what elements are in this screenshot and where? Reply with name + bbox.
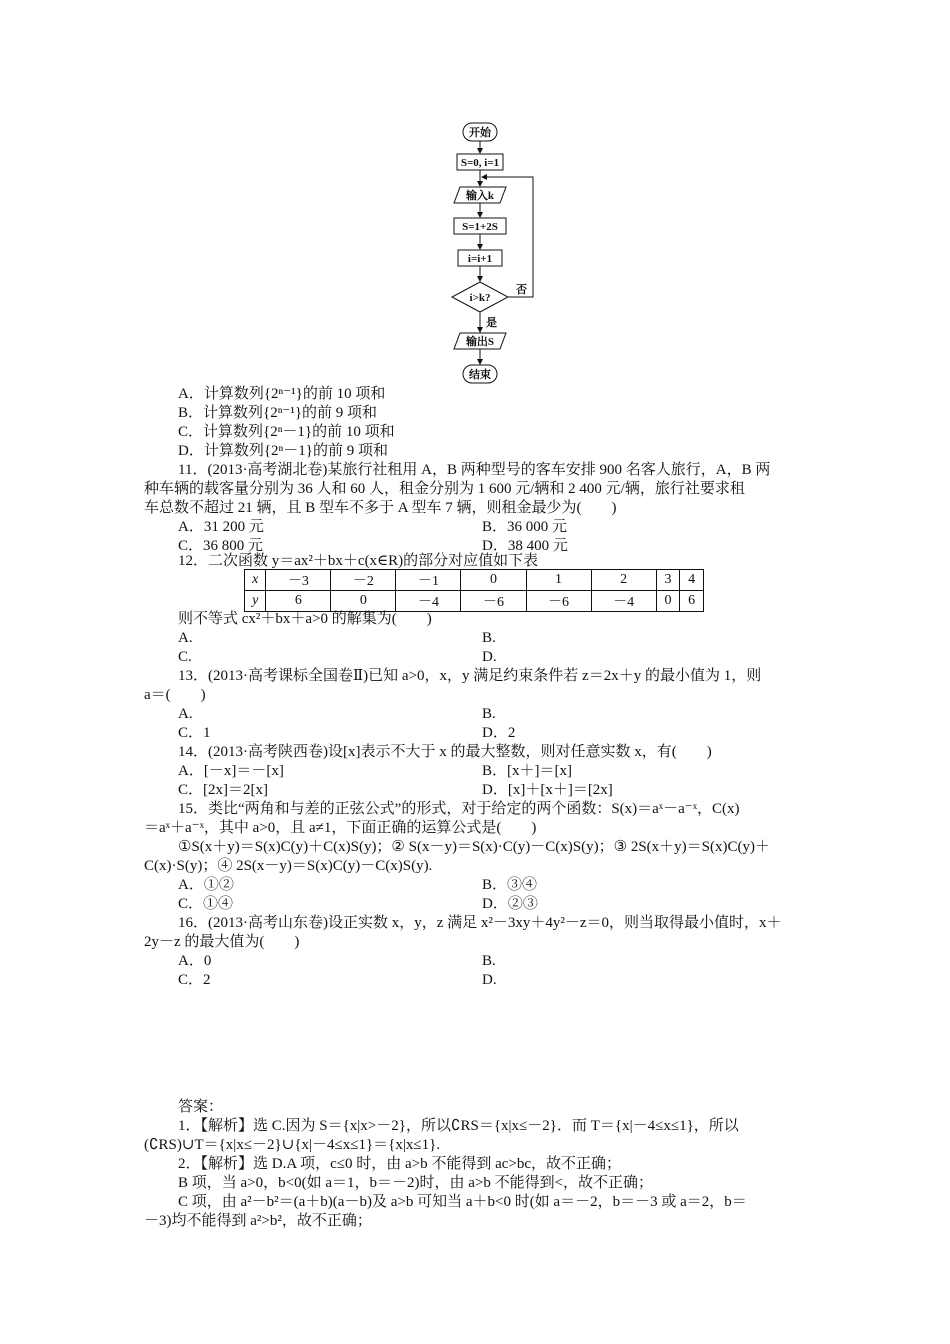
flow-update-s-text: S=1+2S (462, 221, 498, 233)
table-cell: 1 (526, 570, 591, 591)
text-line: 2y－z 的最大值为( ) (144, 934, 300, 950)
text-line: B．36 000 元 (482, 519, 568, 535)
text-line: 车总数不超过 21 辆，且 B 型车不多于 A 型车 7 辆，则租金最少为( ) (144, 500, 617, 516)
text-line: C．36 800 元 (178, 538, 264, 554)
text-line: 14．(2013·高考陕西卷)设[x]表示不大于 x 的最大整数，则对任意实数 x，有( ) (178, 744, 712, 760)
text-line: a＝( ) (144, 687, 206, 703)
text-line: B. (482, 630, 496, 646)
text-line: －3)均不能得到 a²>b²，故不正确； (144, 1213, 372, 1229)
text-line: C 项，由 a²－b²＝(a＋b)(a－b)及 a>b 可知当 a＋b<0 时(如 a＝－2，b＝－3 或 a＝2，b＝ (178, 1194, 747, 1210)
text-line: C(x)·S(y)；④ 2S(x－y)＝S(x)C(y)－C(x)S(y). (144, 858, 433, 874)
text-line: B. (482, 706, 496, 722)
text-line: C．计算数列{2ⁿ－1}的前 10 项和 (178, 424, 395, 440)
text-line: ①S(x＋y)＝S(x)C(y)＋C(x)S(y)；② S(x－y)＝S(x)·C(y)－C(x)S(y)；③ 2S(x＋y)＝S(x)C(y)＋ (178, 839, 770, 855)
table-cell: 2 (591, 570, 656, 591)
text-line: C．1 (178, 725, 211, 741)
text-line: C．[2x]＝2[x] (178, 782, 268, 798)
table-cell: 6 (680, 591, 704, 612)
text-line: 种车辆的载客量分别为 36 人和 60 人，租金分别为 1 600 元/辆和 2 400 元/辆，旅行社要求租 (144, 481, 745, 497)
table-cell: －2 (331, 570, 396, 591)
flow-update-i-text: i=i+1 (467, 253, 493, 265)
table-cell: 0 (656, 591, 680, 612)
text-line: A．31 200 元 (178, 519, 264, 535)
text-line: C．2 (178, 972, 211, 988)
flow-input-text: 输入k (465, 190, 495, 202)
text-line: 12．二次函数 y＝ax²＋bx＋c(x∈R)的部分对应值如下表 (178, 553, 539, 569)
text-line: A．计算数列{2ⁿ⁻¹}的前 10 项和 (178, 386, 386, 402)
flow-end-text: 结束 (469, 369, 491, 381)
text-line: 16．(2013·高考山东卷)设正实数 x，y，z 满足 x²－3xy＋4y²－z＝0，则当取得最小值时，x＋ (178, 915, 782, 931)
flow-output-text: 输出S (465, 336, 495, 348)
text-line: 则不等式 cx²＋bx＋a>0 的解集为( ) (178, 611, 432, 627)
table-cell: －6 (526, 591, 591, 612)
text-line: A．0 (178, 953, 212, 969)
table-cell: 0 (461, 570, 526, 591)
text-line: D．[x]＋[x＋]＝[2x] (482, 782, 613, 798)
text-line: B 项，当 a>0，b<0(如 a＝1，b＝－2)时，由 a>b 不能得到<，故不正确； (178, 1175, 654, 1191)
text-line: D．计算数列{2ⁿ－1}的前 9 项和 (178, 443, 388, 459)
text-line: B．计算数列{2ⁿ⁻¹}的前 9 项和 (178, 405, 378, 421)
table-cell: －1 (396, 570, 461, 591)
text-line: B. (482, 953, 496, 969)
table-cell: －3 (266, 570, 331, 591)
table-row-x (245, 570, 704, 591)
table-cell: 3 (656, 570, 680, 591)
text-line: D. (482, 649, 497, 665)
text-line: A. (178, 630, 193, 646)
text-line: 13．(2013·高考课标全国卷Ⅱ)已知 a>0，x，y 满足约束条件若 z＝2x＋y 的最小值为 1，则 (178, 668, 762, 684)
text-line: C. (178, 649, 192, 665)
flow-decision-text: i>k? (469, 292, 491, 304)
table-cell: －4 (591, 591, 656, 612)
text-line: ＝aˣ＋a⁻ˣ，其中 a>0，且 a≠1，下面正确的运算公式是( ) (144, 820, 537, 836)
text-line: (∁RS)∪T＝{x|x≤－2}∪{x|－4≤x≤1}＝{x|x≤1}. (144, 1137, 441, 1153)
text-line: D．38 400 元 (482, 538, 568, 554)
table-cell: 6 (266, 591, 331, 612)
table-cell: x (245, 570, 266, 591)
text-line: B．[x＋]＝[x] (482, 763, 572, 779)
table-cell: －4 (396, 591, 461, 612)
text-line: A. (178, 706, 193, 722)
text-line: D．②③ (482, 896, 538, 912)
flow-init-text: S=0, i=1 (460, 157, 500, 169)
text-line: B．③④ (482, 877, 538, 893)
table-cell: 0 (331, 591, 396, 612)
flow-no-label: 否 (516, 284, 527, 296)
table-cell: y (245, 591, 266, 612)
text-line: A．①② (178, 877, 234, 893)
table-cell: 4 (680, 570, 704, 591)
text-line: C．①④ (178, 896, 234, 912)
text-line: D．2 (482, 725, 516, 741)
text-line: 1．【解析】选 C.因为 S＝{x|x>－2}，所以∁RS＝{x|x≤－2}．而 T＝{x|－4≤x≤1}，所以 (178, 1118, 739, 1134)
table-row-y (245, 591, 704, 612)
text-line: 15．类比“两角和与差的正弦公式”的形式，对于给定的两个函数：S(x)＝aˣ－a⁻ˣ，C(x) (178, 801, 740, 817)
text-line: 答案： (178, 1099, 224, 1115)
text-line: 11．(2013·高考湖北卷)某旅行社租用 A，B 两种型号的客车安排 900 名客人旅行，A，B 两 (178, 462, 771, 478)
text-line: D. (482, 972, 497, 988)
flow-yes-label: 是 (486, 317, 497, 329)
text-line: A．[－x]＝－[x] (178, 763, 284, 779)
flowchart (440, 120, 550, 390)
flowchart-diagram (440, 120, 550, 390)
flow-start-text: 开始 (469, 127, 491, 139)
value-table (244, 569, 704, 612)
text-line: 2．【解析】选 D.A 项，c≤0 时，由 a>b 不能得到 ac>bc，故不正确； (178, 1156, 622, 1172)
table-cell: －6 (461, 591, 526, 612)
